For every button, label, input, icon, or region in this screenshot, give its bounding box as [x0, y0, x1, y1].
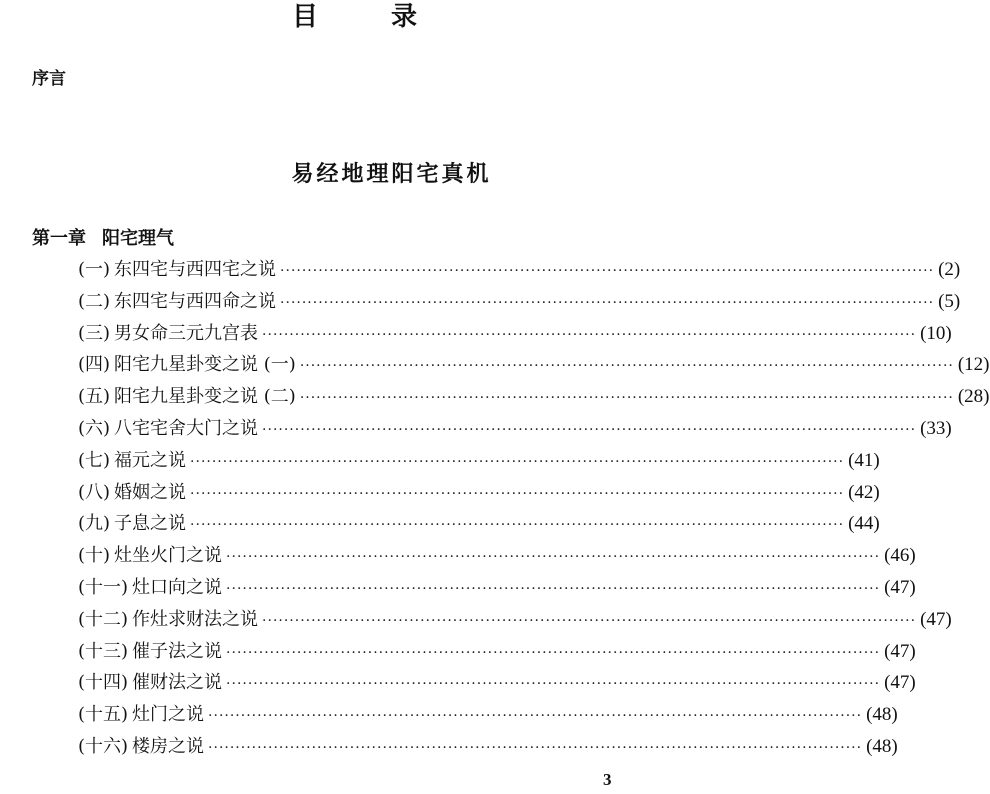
dot-leader: ························································································································	[226, 549, 881, 566]
toc-entry-page: (10)	[920, 322, 952, 344]
toc-entry-page: (47)	[884, 576, 916, 598]
toc-entry	[78, 445, 880, 477]
toc-entry	[78, 349, 990, 381]
toc-entry-page: (47)	[884, 672, 916, 694]
dot-leader: ························································································································	[280, 263, 935, 279]
toc-entry-title: 催子法之说	[132, 640, 223, 662]
toc-entry-number: (十六)	[78, 735, 129, 757]
toc-entry	[78, 254, 961, 286]
toc-entry-title: 福元之说	[114, 449, 187, 471]
chapter-number: 第一章	[32, 228, 86, 249]
toc-entry-number: (二)	[78, 290, 111, 312]
toc-entry	[78, 318, 952, 350]
dot-leader: ························································································································	[299, 390, 954, 407]
toc-entry	[78, 540, 916, 572]
toc-entry-number: (三)	[78, 322, 111, 344]
dot-leader: ························································································································	[226, 676, 881, 693]
toc-entry	[78, 636, 916, 668]
toc-entry-title: 阳宅九星卦变之说 (二)	[114, 386, 296, 408]
toc-entry-number: (九)	[78, 513, 111, 535]
toc-entry-page: (48)	[866, 704, 898, 726]
toc-entry-number: (六)	[78, 417, 111, 439]
toc-entry-page: (28)	[957, 386, 990, 408]
toc-entry-title: 东四宅与西四宅之说	[114, 259, 277, 280]
toc-entry-number: (七)	[78, 449, 111, 471]
toc-entry-number: (十五)	[78, 704, 129, 726]
dot-leader: ························································································································	[262, 326, 917, 343]
toc-entry-number: (十一)	[78, 576, 129, 598]
preface-heading: 序言	[32, 69, 66, 89]
toc-entry	[78, 381, 990, 413]
toc-entry-page: (12)	[957, 354, 990, 376]
toc-entry-page: (48)	[866, 735, 898, 757]
toc-entry	[78, 477, 880, 509]
toc-entry-page: (47)	[920, 608, 952, 630]
toc-entry-number: (四)	[78, 354, 111, 376]
toc-entry-number: (十)	[78, 545, 111, 567]
toc-entry-title: 灶坐火门之说	[114, 545, 223, 567]
toc-entry-title: 灶口向之说	[132, 576, 223, 598]
toc-entry-title: 男女命三元九宫表	[114, 322, 259, 344]
toc-entry-title: 子息之说	[114, 513, 187, 535]
dot-leader: ························································································································	[280, 294, 935, 311]
book-title: 易经地理阳宅真机	[291, 161, 492, 187]
dot-leader: ························································································································	[190, 517, 845, 534]
toc-entry-title: 八宅宅舍大门之说	[114, 417, 259, 439]
dot-leader: ························································································································	[190, 485, 845, 502]
dot-leader: ························································································································	[208, 739, 863, 756]
toc-list	[78, 254, 990, 763]
chapter-heading	[32, 227, 174, 251]
dot-leader: ························································································································	[190, 453, 845, 470]
toc-entry	[78, 667, 916, 699]
toc-entry-page: (47)	[884, 640, 916, 662]
toc-entry-page: (2)	[938, 259, 961, 280]
dot-leader: ························································································································	[208, 708, 863, 725]
toc-entry	[78, 572, 916, 604]
toc-entry-title: 婚姻之说	[114, 481, 187, 503]
toc-entry	[78, 699, 898, 731]
toc-entry-page: (41)	[848, 449, 880, 471]
toc-entry-title: 楼房之说	[132, 735, 205, 757]
toc-entry	[78, 731, 898, 763]
chapter-name: 阳宅理气	[102, 228, 174, 249]
toc-entry-title: 阳宅九星卦变之说 (一)	[114, 354, 296, 376]
toc-entry-number: (十二)	[78, 608, 129, 630]
toc-entry-title: 东四宅与西四命之说	[114, 290, 277, 312]
toc-entry	[78, 508, 880, 540]
toc-entry-page: (5)	[938, 290, 961, 312]
dot-leader: ························································································································	[226, 580, 881, 597]
toc-entry-number: (八)	[78, 481, 111, 503]
toc-entry-title: 作灶求财法之说	[132, 608, 259, 630]
dot-leader: ························································································································	[262, 421, 917, 438]
page-title: 目 录	[291, 2, 450, 32]
toc-entry-page: (46)	[884, 545, 916, 567]
toc-entry-number: (一)	[78, 259, 111, 280]
toc-entry-title: 灶门之说	[132, 704, 205, 726]
page-number: 3	[603, 770, 612, 789]
toc-entry	[78, 286, 961, 318]
toc-entry	[78, 604, 952, 636]
toc-entry-page: (33)	[920, 417, 952, 439]
toc-entry-number: (十四)	[78, 672, 129, 694]
toc-entry-number: (五)	[78, 386, 111, 408]
dot-leader: ························································································································	[226, 644, 881, 661]
toc-entry-number: (十三)	[78, 640, 129, 662]
dot-leader: ························································································································	[262, 612, 917, 629]
toc-entry-title: 催财法之说	[132, 672, 223, 694]
toc-entry-page: (42)	[848, 481, 880, 503]
dot-leader: ························································································································	[299, 358, 954, 375]
toc-entry-page: (44)	[848, 513, 880, 535]
toc-entry	[78, 413, 952, 445]
